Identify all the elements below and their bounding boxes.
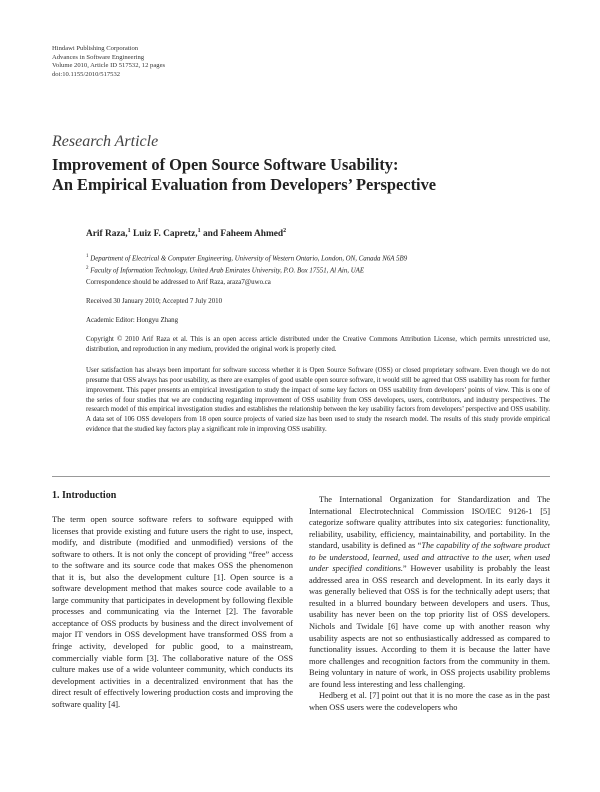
section-divider: [52, 476, 550, 477]
affiliation-2-mark: 2: [86, 265, 89, 271]
intro-paragraph-2-end: ” However usability is probably the least addressed area in OSS research and development. In its early days it was generally believed that OSS is for the technically adept users; that resulted in a blurred boundary between developers and users. Thus, usability has never been on the top priority list of OSS developers. Nichols and Twidale [6] have come up with another reason why usability aspects are not so enthusiastically addressed as compared to functionality issues. According to them it is because the latter have more challenges and recognition factors from the community in them. Being voluntary in nature of work, in OSS projects usability problems are found less interesting and less challenging.: [309, 564, 550, 689]
author-3-affiliation-mark: 2: [283, 228, 287, 234]
affiliation-1: [86, 252, 407, 264]
intro-paragraph-2: [309, 494, 550, 690]
author-2-affiliation-mark: 1: [197, 228, 201, 234]
author-2: Luiz F. Capretz,: [130, 229, 198, 240]
academic-editor: Academic Editor: Hongyu Zhang: [86, 317, 179, 324]
intro-paragraph-2-start: The International Organization for Standardization and The International Electrotechnical Commission ISO/IEC 9126-1 [5] categorize software quality attributes into six categories: functionality, reliability, usability, efficiency, maintainability, and portability. In the standard, usability is defined as “: [309, 495, 550, 551]
abstract: User satisfaction has always been important for software success whether it is Open Source Software (OSS) or closed proprietary software. Even though we do not presume that OSS always has poor usability, as there are examples of good usable open source software, it would still be agreed that OSS usability has room for further improvement. This paper presents an empirical investigation to study the impact of some key factors on OSS usability from developers’ points of view. This is one of the series of four studies that we are conducting regarding improvement of OSS usability from OSS developers, users, contributors, and industry perspectives. The research model of this empirical investigation studies and establishes the relationship between the key usability factors from developers’ perspective and OSS usability. A data set of 106 OSS developers from 18 open source projects of varied size has been used to study the research model. The results of this study provide empirical evidence that the studied key factors play a significant role in improving OSS usability.: [86, 367, 550, 433]
affiliations: [86, 252, 407, 276]
affiliation-1-mark: 1: [86, 254, 89, 259]
intro-paragraph-3: Hedberg et al. [7] point out that it is no more the case as in the past when OSS users were the codevelopers who: [309, 691, 550, 712]
paper-title: [52, 155, 552, 195]
left-column: [52, 490, 293, 710]
author-1: Arif Raza,: [86, 229, 128, 240]
journal-name: Advances in Software Engineering: [52, 53, 145, 61]
author-3: and Faheem Ahmed: [200, 229, 284, 240]
front-matter-block: [86, 335, 550, 446]
iso-usability-definition: The capability of the software product to be understood, learned, used and attractive to the user, when used under specified conditions.: [309, 541, 550, 574]
author-1-affiliation-mark: 1: [127, 228, 131, 234]
author-list: [86, 228, 286, 239]
publisher-name: Hindawi Publishing Corporation: [52, 45, 139, 52]
title-line-2: An Empirical Evaluation from Developers’ Perspective: [52, 175, 437, 194]
volume-info: Volume 2010, Article ID 517532, 12 pages: [52, 62, 166, 70]
right-column: [309, 494, 550, 713]
affiliation-2: [86, 264, 407, 276]
section-heading-introduction: 1. Introduction: [52, 490, 117, 501]
affiliation-2-text: Faculty of Information Technology, United Arab Emirates University, P.O. Box 17551, Al Ain, UAE: [88, 267, 365, 275]
intro-paragraph-1: The term open source software refers to software equipped with licenses that provide existing and future users the right to use, inspect, modify, and distribute (modified and unmodified) versions of the software to others. It is not only the concept of providing “free” access to the software and its source code that makes OSS the phenomenon that it is, but also the development culture [1]. Open source is a software development method that makes source code available to a large community that participates in development by following flexible processes and communicating via the Internet [2]. The favorable acceptance of OSS products by business and the direct involvement of major IT vendors in OSS development have transformed OSS from a fringe activity, developed for public good, to a mainstream, commercially viable form [3]. The collaborative nature of the OSS culture makes use of a wide volunteer community, which conducts its development activities in a decentralized environment that has the direct result of effectively lowering production costs and improving the software quality [4].: [52, 515, 293, 709]
doi: doi:10.1155/2010/517532: [52, 70, 121, 78]
correspondence: Correspondence should be addressed to Arif Raza, araza7@uwo.ca: [86, 279, 271, 286]
copyright-notice: Copyright © 2010 Arif Raza et al. This is an open access article distributed under the Creative Commons Attribution License, which permits unrestricted use, distribution, and reproduction in any medium, provided the original work is properly cited.: [86, 336, 550, 353]
article-type: Research Article: [52, 133, 159, 150]
received-accepted-dates: Received 30 January 2010; Accepted 7 July 2010: [86, 298, 223, 305]
affiliation-1-text: Department of Electrical & Computer Engineering, University of Western Ontario, London, ON, Canada N6A 5B9: [88, 255, 408, 263]
title-line-1: Improvement of Open Source Software Usability:: [52, 155, 399, 174]
masthead: [52, 45, 165, 79]
